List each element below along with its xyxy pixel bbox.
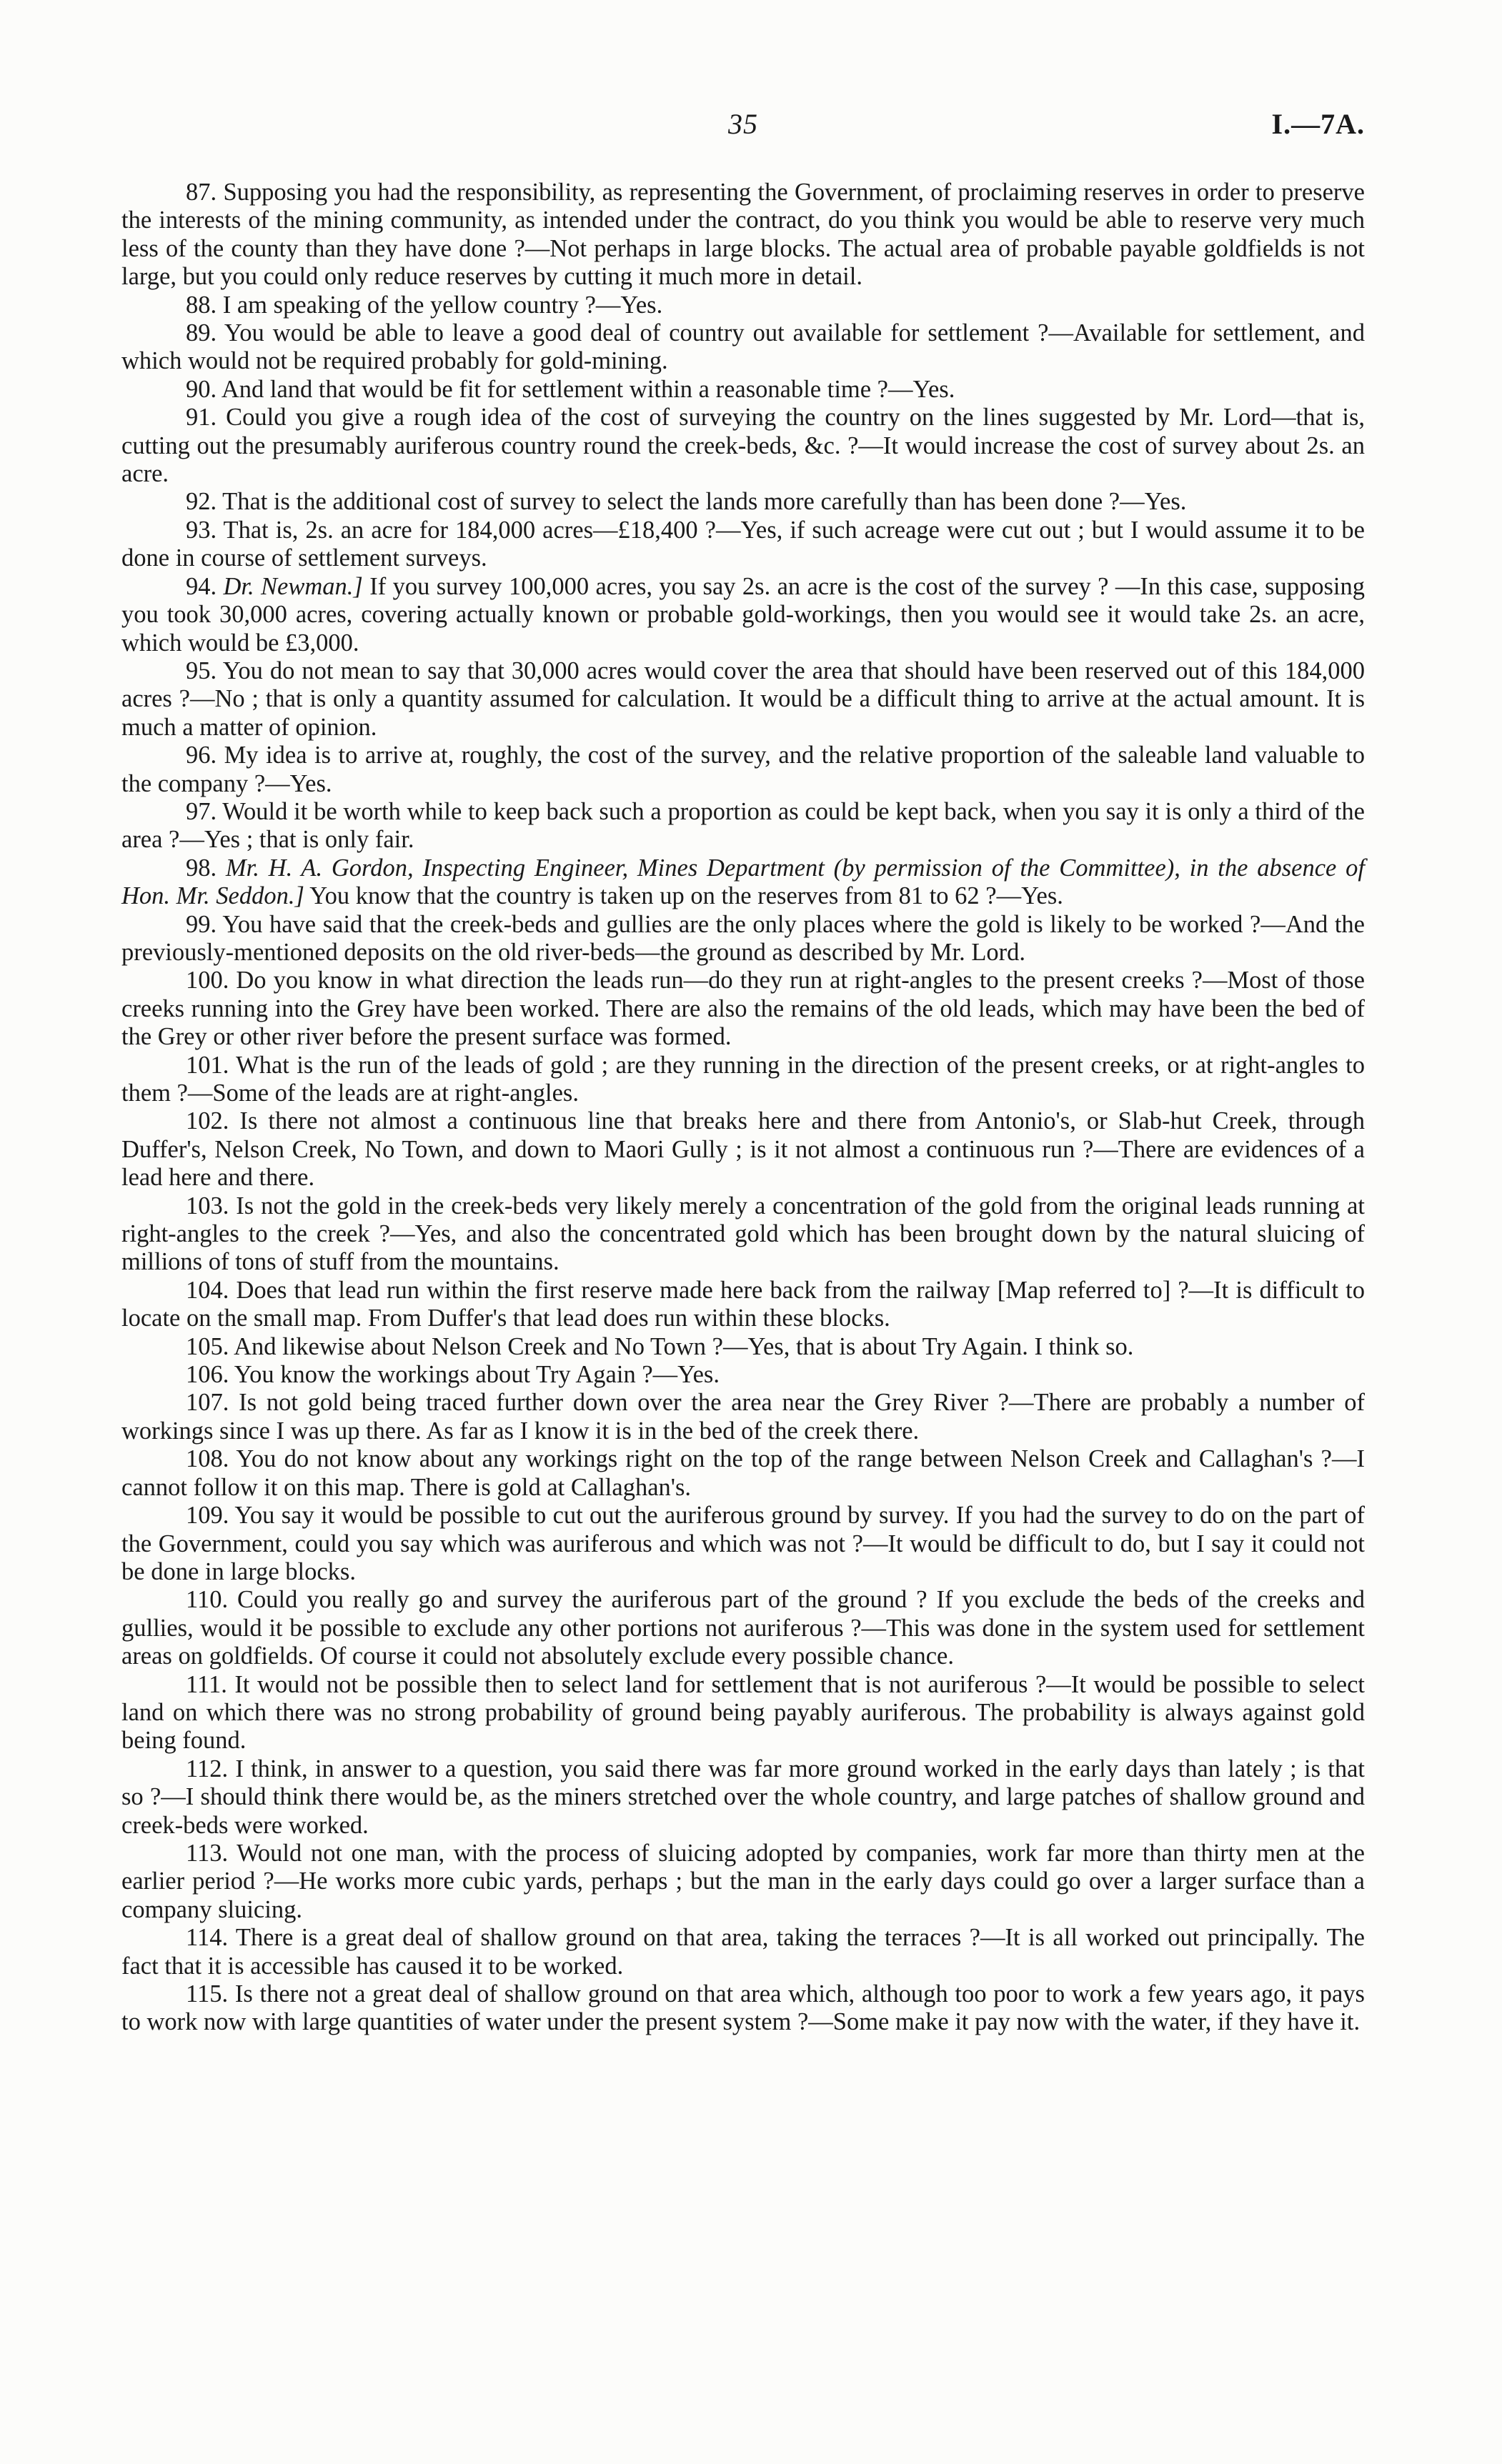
question-number: 94 (186, 572, 211, 600)
question-113: 113. Would not one man, with the process of sluicing adopted by companies, work far more than thirty men at the earlier period ?—He works more cubic yards, perhaps ; but the man in the early days could go over a larger surface than a company sluicing. (121, 1839, 1365, 1923)
question-110: 110. Could you really go and survey the auriferous part of the ground ? If you exclude the beds of the creeks and gullies, would it be possible to exclude any other portions not auriferous ?—This was done in the system used for settlement areas on goldfields. Of course it could not absolutely exclude every possible chance. (121, 1586, 1365, 1670)
question-108: 108. You do not know about any workings right on the top of the range between Nelson Creek and Callaghan's ?—I cannot follow it on this map. There is gold at Callaghan's. (121, 1445, 1365, 1501)
question-106: 106. You know the workings about Try Again ?—Yes. (186, 1361, 720, 1389)
question-90: 90. And land that would be fit for settlement within a reasonable time ?—Yes. (186, 375, 955, 403)
question-text: If you survey 100,000 acres, you say 2s. an acre is the cost of the survey ? —In this case, supposing you took 30,000 acres, covering actually known or probable gold-workings, then you would see it would take 2s. an acre, which would be £3,000. (121, 572, 1366, 657)
question-104: 104. Does that lead run within the first reserve made here back from the railway [Map referred to] ?—It is difficult to locate on the small map. From Duffer's that lead does run within these blocks. (121, 1276, 1365, 1332)
question-107: 107. Is not gold being traced further down over the area near the Grey River ?—There are probably a number of workings since I was up there. As far as I know it is in the bed of the creek there. (121, 1389, 1365, 1445)
question-text: You know that the country is taken up on the reserves from 81 to 62 ?—Yes. (304, 882, 1063, 910)
question-89: 89. You would be able to leave a good deal of country out available for settlement ?—Available for settlement, and which would not be required probably for gold-mining. (121, 319, 1365, 375)
question-92: 92. That is the additional cost of survey to select the lands more carefully than has been done ?—Yes. (186, 488, 1187, 516)
question-105: 105. And likewise about Nelson Creek and No Town ?—Yes, that is about Try Again. I think so. (186, 1332, 1134, 1360)
question-112: 112. I think, in answer to a question, you said there was far more ground worked in the early days than lately ; is that so ?—I should think there would be, as the miners stretched over the whole country, and large patches of shallow ground and creek-beds were worked. (121, 1755, 1365, 1839)
question-111: 111. It would not be possible then to select land for settlement that is not auriferous ?—It would be possible to select land on which there was no strong probability of ground being payably auriferous. The probability is always against gold being found. (121, 1670, 1365, 1755)
question-101: 101. What is the run of the leads of gold ; are they running in the direction of the present creeks, or at right-angles to them ?—Some of the leads are at right-angles. (121, 1051, 1365, 1107)
question-88: 88. I am speaking of the yellow country ?—Yes. (186, 291, 663, 319)
question-93: 93. That is, 2s. an acre for 184,000 acres—£18,400 ?—Yes, if such acreage were cut out ; but I would assume it to be done in course of settlement surveys. (121, 516, 1365, 572)
question-100: 100. Do you know in what direction the leads run—do they run at right-angles to the present creeks ?—Most of those creeks running into the Grey have been worked. There are also the remains of the old leads, which may have been the bed of the Grey or other river before the present surface was formed. (121, 967, 1365, 1051)
speaker-name: Mr. H. A. Gordon, Inspecting Engineer, Mines Department (by permission of the Committee), in the absence of Hon. Mr. Seddon.] (121, 854, 1365, 910)
question-115: 115. Is there not a great deal of shallow ground on that area which, although too poor to work a few years ago, it pays to work now with large quantities of water under the present system ?—Some make it pay now with the water, if they have it. (121, 1980, 1365, 2036)
evidence-text (121, 179, 1365, 2037)
question-114: 114. There is a great deal of shallow ground on that area, taking the terraces ?—It is all worked out principally. The fact that it is accessible has caused it to be worked. (121, 1924, 1365, 1980)
question-98: 98. Mr. H. A. Gordon, Inspecting Engineer, Mines Department (by permission of the Committee), in the absence of Hon. Mr. Seddon.] You know that the country is taken up on the reserves from 81 to 62 ?—Yes. (121, 854, 1365, 910)
question-87: 87. Supposing you had the responsibility, as representing the Government, of proclaiming reserves in order to preserve the interests of the mining community, as intended under the contract, do you think you would be able to reserve very much less of the county than they have done ?—Not perhaps in large blocks. The actual area of probable payable goldfields is not large, but you could only reduce reserves by cutting it much more in detail. (121, 179, 1365, 291)
question-99: 99. You have said that the creek-beds and gullies are the only places where the gold is likely to be worked ?—And the previously-mentioned deposits on the old river-beds—the ground as described by Mr. Lord. (121, 910, 1365, 966)
question-103: 103. Is not the gold in the creek-beds very likely merely a concentration of the gold from the original leads running at right-angles to the creek ?—Yes, and also the concentrated gold which has been brought down by the natural sluicing of millions of tons of stuff from the mountains. (121, 1192, 1365, 1276)
question-94: 94. Dr. Newman.] If you survey 100,000 acres, you say 2s. an acre is the cost of the survey ? —In this case, supposing you took 30,000 acres, covering actually known or probable gold-workings, then you would see it would take 2s. an acre, which would be £3,000. (121, 572, 1366, 657)
question-number: 98 (186, 854, 211, 882)
question-96: 96. My idea is to arrive at, roughly, the cost of the survey, and the relative proportion of the saleable land valuable to the company ?—Yes. (121, 742, 1365, 797)
question-91: 91. Could you give a rough idea of the cost of surveying the country on the lines suggested by Mr. Lord—that is, cutting out the presumably auriferous country round the creek-beds, &c. ?—It would increase the cost of survey about 2s. an acre. (121, 404, 1365, 488)
question-102: 102. Is there not almost a continuous line that breaks here and there from Antonio's, or Slab-hut Creek, through Duffer's, Nelson Creek, No Town, and down to Maori Gully ; is it not almost a continuous run ?—There are evidences of a lead here and there. (121, 1107, 1365, 1192)
question-109: 109. You say it would be possible to cut out the auriferous ground by survey. If you had the survey to do on the part of the Government, could you say which was auriferous and which was not ?—It would be difficult to do, but I say it could not be done in large blocks. (121, 1502, 1365, 1585)
page-number: 35 (728, 108, 758, 140)
page-header (121, 107, 1365, 150)
document-reference: I.—7A. (1271, 108, 1365, 140)
question-95: 95. You do not mean to say that 30,000 acres would cover the area that should have been reserved out of this 184,000 acres ?—No ; that is only a quantity assumed for calculation. It would be a difficult thing to arrive at the actual amount. It is much a matter of opinion. (121, 657, 1365, 741)
speaker-name: Dr. Newman.] (223, 572, 363, 600)
question-97: 97. Would it be worth while to keep back such a proportion as could be kept back, when you say it is only a third of the area ?—Yes ; that is only fair. (121, 797, 1365, 854)
